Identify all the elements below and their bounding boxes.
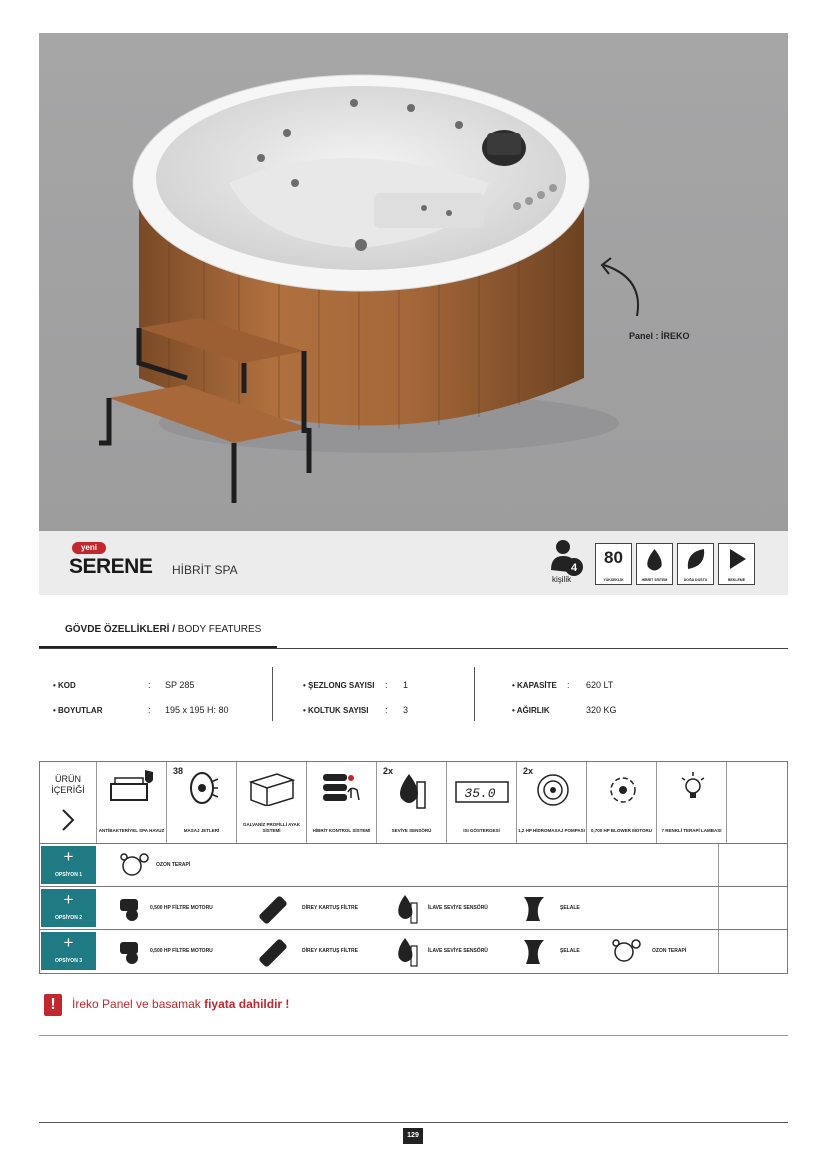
content-item	[167, 762, 237, 843]
persons-label: kişilik	[552, 575, 572, 584]
spec-key: • BOYUTLAR	[53, 706, 103, 715]
plus-icon: +	[63, 890, 74, 909]
level-sensor-icon	[396, 936, 420, 968]
spec-key: • KOLTUK SAYISI	[303, 706, 369, 715]
feature-label: HİBRİT SİSTEM	[641, 578, 668, 582]
plus-icon: +	[63, 933, 74, 952]
price-notice: İreko Panel ve basamak fiyata dahildir !	[72, 997, 290, 1011]
spec-divider	[474, 667, 475, 721]
content-item	[97, 762, 167, 843]
product-photo	[39, 33, 788, 531]
plus-icon: +	[63, 847, 74, 866]
content-label: ANTİBAKTERİYEL SPA HAVUZ	[98, 828, 165, 833]
temperature-display-icon	[454, 780, 510, 804]
content-label: 7 RENKLİ TERAPİ LAMBASI	[661, 828, 722, 833]
content-item	[237, 762, 307, 843]
option-label: İLAVE SEVİYE SENSÖRÜ	[428, 948, 488, 954]
spec-value: 620 LT	[586, 680, 614, 690]
contents-header-label: ÜRÜN İÇERİĞİ	[51, 774, 85, 795]
hydromassage-pump-icon	[535, 772, 571, 808]
cartridge-filter-icon	[258, 936, 292, 968]
option-label: İLAVE SEVİYE SENSÖRÜ	[428, 905, 488, 911]
ozone-icon	[610, 938, 642, 964]
option-tag-cell	[40, 844, 97, 886]
option-tag: + OPSİYON 1	[41, 846, 96, 884]
play-icon	[718, 543, 755, 585]
spec-value: 3	[403, 705, 409, 715]
option-tag: + OPSİYON 3	[41, 932, 96, 970]
spec-sep: :	[385, 705, 388, 715]
option-row	[40, 930, 787, 973]
blower-motor-icon	[605, 772, 641, 808]
eco-leaf-icon	[677, 543, 714, 585]
option-tag-cell	[40, 930, 97, 973]
option-tag-cell	[40, 887, 97, 929]
multiplier: 38	[173, 766, 184, 776]
level-sensor-icon	[396, 893, 420, 925]
light-therapy-icon	[679, 770, 707, 806]
option-label: 0,500 HP FİLTRE MOTORU	[150, 948, 213, 954]
spec-value: SP 285	[165, 680, 195, 690]
multiplier: 2x	[383, 766, 394, 776]
hybrid-control-icon	[321, 768, 365, 808]
panel-label: Panel : İREKO	[629, 331, 690, 341]
page-number: 129	[403, 1128, 423, 1144]
section-divider	[39, 648, 788, 649]
level-sensor-icon	[397, 770, 429, 810]
content-label: MASAJ JETLERİ	[183, 828, 220, 833]
spec-sep: :	[148, 680, 151, 690]
feature-label: BEKLEME	[727, 578, 746, 582]
persons-count: 4	[570, 562, 578, 574]
option-label: ŞELALE	[560, 905, 580, 911]
content-item	[587, 762, 657, 843]
cartridge-filter-icon	[258, 893, 292, 925]
feature-label: YÜKSEKLİK	[603, 578, 624, 582]
spa-illustration	[39, 33, 788, 531]
waterfall-icon	[518, 893, 550, 925]
filter-motor-icon	[118, 938, 146, 966]
height-80-icon	[595, 543, 632, 585]
galvanized-frame-icon	[247, 770, 297, 806]
content-label: HİBRİT KONTROL SİSTEMİ	[312, 828, 371, 833]
waterfall-icon	[518, 936, 550, 968]
antibacterial-tub-icon	[107, 768, 157, 804]
warning-icon: !	[44, 994, 62, 1016]
contents-table	[39, 761, 788, 974]
spec-sep: :	[148, 705, 151, 715]
spec-key: • KAPASİTE	[512, 681, 557, 690]
spec-value: 195 x 195 H: 80	[165, 705, 229, 715]
feature-label: DOĞA DOSTU	[683, 578, 708, 582]
option-label: OZON TERAPİ	[652, 948, 687, 954]
temperature-value: 35.0	[464, 786, 496, 801]
content-label: 1,2 HP HİDROMASAJ POMPASI	[518, 828, 585, 833]
option-label: 0,500 HP FİLTRE MOTORU	[150, 905, 213, 911]
product-type: HİBRİT SPA	[172, 563, 238, 577]
footer-divider	[39, 1122, 788, 1123]
contents-header	[40, 762, 97, 843]
section-title: GÖVDE ÖZELLİKLERİ / BODY FEATURES	[65, 624, 262, 635]
option-tag: + OPSİYON 2	[41, 889, 96, 927]
content-label: GALVANİZ PROFİLLİ AYAK SİSTEMİ	[242, 822, 301, 833]
height-value: 80	[604, 548, 623, 567]
filter-motor-icon	[118, 895, 146, 923]
content-item	[657, 762, 727, 843]
ozone-icon	[118, 852, 150, 878]
drop-icon	[636, 543, 673, 585]
content-item	[377, 762, 447, 843]
new-badge: yeni	[72, 542, 106, 554]
spec-sep: :	[385, 680, 388, 690]
spec-value: 320 KG	[586, 705, 617, 715]
content-item	[447, 762, 517, 843]
spec-key: • KOD	[53, 681, 76, 690]
spec-key: • ŞEZLONG SAYISI	[303, 681, 375, 690]
content-item	[517, 762, 587, 843]
product-header	[39, 531, 788, 595]
spec-key: • AĞIRLIK	[512, 706, 550, 715]
content-label: SEVİYE SENSÖRÜ	[391, 828, 432, 833]
option-row	[40, 844, 787, 887]
multiplier: 2x	[523, 766, 534, 776]
spec-value: 1	[403, 680, 409, 690]
product-name: SERENE	[69, 555, 153, 578]
option-label: ŞELALE	[560, 948, 580, 954]
content-label: ISI GÖSTERGESİ	[463, 828, 500, 833]
contents-row	[40, 762, 787, 844]
spec-divider	[272, 667, 273, 721]
chevron-right-icon	[60, 808, 76, 832]
content-label: 0,700 HP BLOWER MOTORU	[590, 828, 653, 833]
massage-jets-icon	[189, 770, 219, 806]
option-label: DİREY KARTUŞ FİLTRE	[302, 905, 358, 911]
option-row	[40, 887, 787, 930]
content-item	[307, 762, 377, 843]
spec-sep: :	[567, 680, 570, 690]
option-label: OZON TERAPİ	[156, 862, 191, 868]
divider	[39, 1035, 788, 1036]
option-label: DİREY KARTUŞ FİLTRE	[302, 948, 358, 954]
